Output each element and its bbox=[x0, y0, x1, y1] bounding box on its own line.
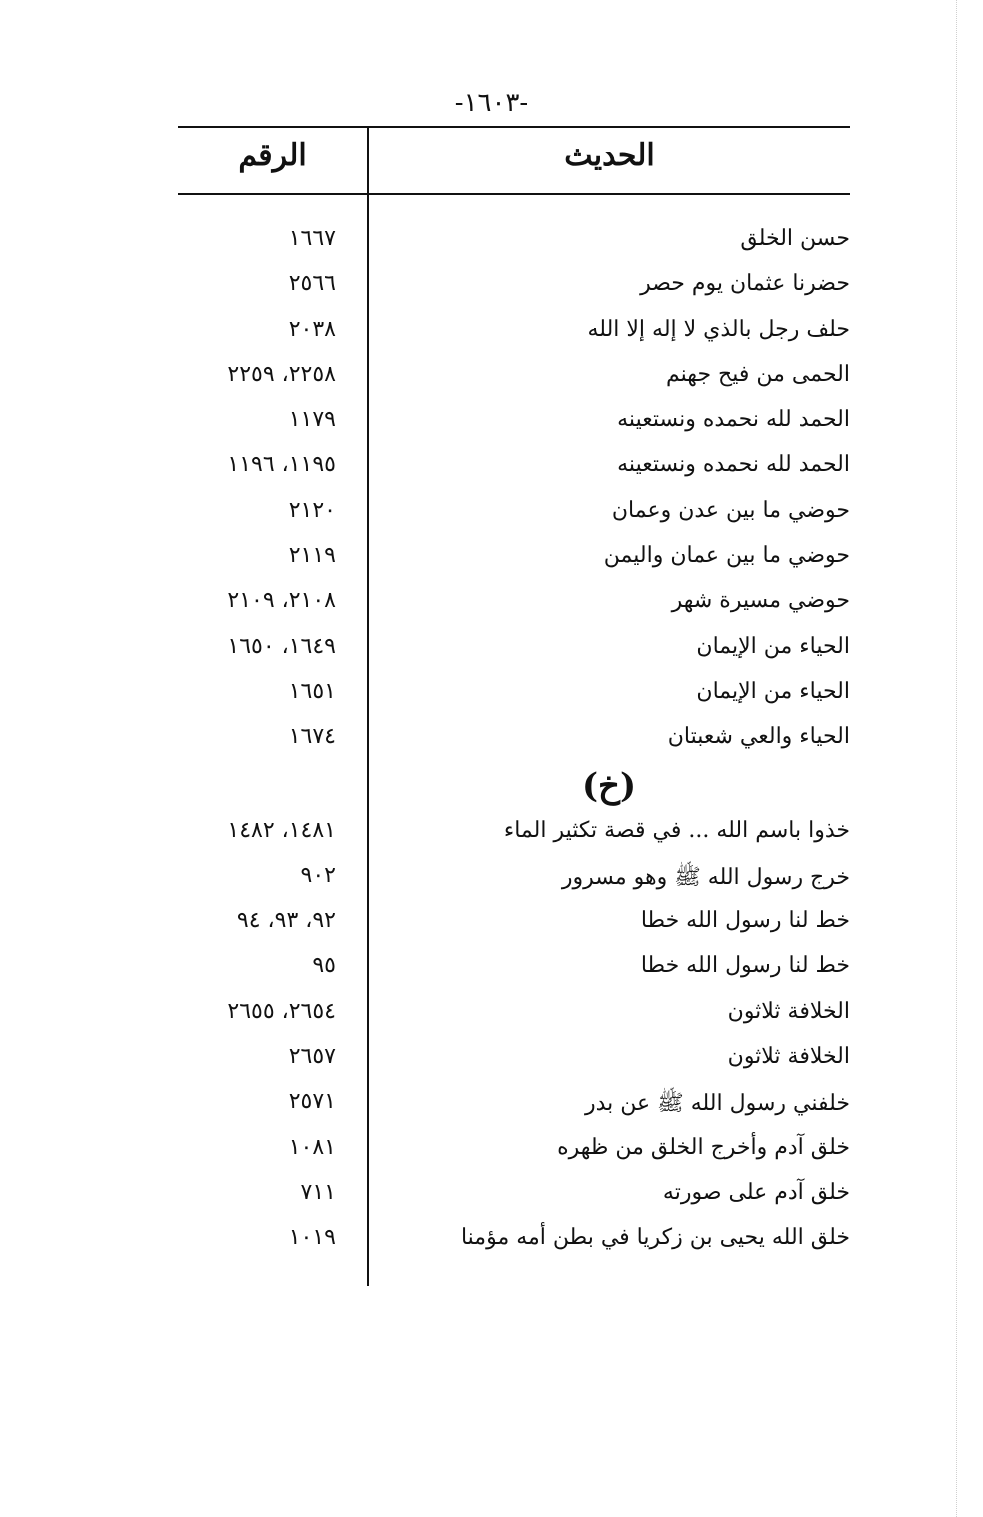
hadith-number-value: ٩٥ bbox=[312, 953, 336, 979]
hadith-number-value: ٢٠٣٨ bbox=[288, 316, 336, 342]
table-row bbox=[178, 995, 850, 1040]
table-row bbox=[178, 949, 850, 994]
hadith-text: خط لنا رسول الله خطا bbox=[640, 953, 850, 979]
table-row bbox=[178, 494, 850, 539]
page-edge-line bbox=[956, 0, 957, 1517]
hadith-text: خلفني رسول الله ﷺ عن بدر bbox=[585, 1091, 850, 1117]
hadith-number bbox=[178, 818, 350, 843]
table-row bbox=[178, 1085, 850, 1130]
table-row bbox=[178, 1176, 850, 1221]
hadith-number-value: ٢١١٩ bbox=[288, 543, 336, 569]
table-row bbox=[178, 904, 850, 949]
hadith-number-value: ٢٦٥٧ bbox=[288, 1044, 336, 1070]
hadith-text: الحياء من الإيمان bbox=[696, 633, 850, 659]
header-hadith: الحديث bbox=[564, 138, 655, 173]
hadith-number-value: ٩٠٢ bbox=[300, 862, 336, 888]
table-row bbox=[178, 358, 850, 403]
hadith-text: حوضي ما بين عمان واليمن bbox=[603, 543, 850, 569]
hadith-number-value: ٢١٠٨، ٢١٠٩ bbox=[227, 588, 336, 614]
table-row bbox=[178, 630, 850, 675]
hadith-number bbox=[178, 407, 350, 432]
hadith-text: خط لنا رسول الله خطا bbox=[640, 908, 850, 934]
hadith-number bbox=[178, 1089, 350, 1114]
table-row bbox=[178, 814, 850, 859]
table-row bbox=[178, 539, 850, 584]
table-row bbox=[178, 584, 850, 629]
table-row bbox=[178, 1131, 850, 1176]
hadith-text: حلف رجل بالذي لا إله إلا الله bbox=[587, 316, 850, 342]
table-row bbox=[178, 313, 850, 358]
hadith-number bbox=[178, 588, 350, 613]
hadith-text: حسن الخلق bbox=[740, 226, 850, 251]
hadith-number bbox=[178, 271, 350, 296]
hadith-number-value: ٢٢٥٨، ٢٢٥٩ bbox=[227, 361, 336, 387]
hadith-number bbox=[178, 953, 350, 978]
hadith-number-value: ٢١٢٠ bbox=[288, 497, 336, 523]
hadith-text: الحمى من فيح جهنم bbox=[666, 361, 850, 387]
hadith-number bbox=[178, 498, 350, 523]
rows-before bbox=[178, 222, 850, 1267]
hadith-number-value: ١٠٨١ bbox=[288, 1134, 336, 1160]
table-row bbox=[178, 675, 850, 720]
hadith-text: خلق آدم وأخرج الخلق من ظهره bbox=[557, 1134, 850, 1160]
hadith-number bbox=[178, 1180, 350, 1205]
header-rule bbox=[178, 193, 850, 195]
section-letter-heading: (خ) bbox=[581, 765, 637, 806]
header-number: الرقم bbox=[238, 138, 307, 173]
hadith-number-value: ١٦٤٩، ١٦٥٠ bbox=[227, 633, 336, 659]
table-row bbox=[178, 720, 850, 765]
hadith-text: خذوا باسم الله ... في قصة تكثير الماء bbox=[503, 817, 850, 843]
hadith-text: الحياء من الإيمان bbox=[696, 678, 850, 704]
hadith-text: حضرنا عثمان يوم حصر bbox=[640, 271, 850, 297]
hadith-number bbox=[178, 543, 350, 568]
hadith-text: خرج رسول الله ﷺ وهو مسرور bbox=[561, 864, 850, 890]
hadith-number bbox=[178, 1044, 350, 1069]
table-row bbox=[178, 267, 850, 312]
hadith-number bbox=[178, 679, 350, 704]
table-row bbox=[178, 403, 850, 448]
table-row bbox=[178, 448, 850, 493]
hadith-number-value: ٢٥٧١ bbox=[288, 1089, 336, 1115]
table-row bbox=[178, 859, 850, 904]
hadith-text: خلق الله يحيى بن زكريا في بطن أمه مؤمنا bbox=[460, 1225, 850, 1251]
hadith-number-value: ٢٦٥٤، ٢٦٥٥ bbox=[227, 998, 336, 1024]
table-row bbox=[178, 1040, 850, 1085]
hadith-number-value: ١٦٥١ bbox=[288, 678, 336, 704]
hadith-number-value: ١١٧٩ bbox=[288, 407, 336, 433]
hadith-number bbox=[178, 908, 350, 933]
hadith-number bbox=[178, 999, 350, 1024]
hadith-number bbox=[178, 634, 350, 659]
hadith-number bbox=[178, 317, 350, 342]
section-letter-row bbox=[178, 766, 850, 814]
hadith-number bbox=[178, 362, 350, 387]
table-row bbox=[178, 222, 850, 267]
hadith-number-value: ٢٥٦٦ bbox=[288, 271, 336, 297]
hadith-text: حوضي مسيرة شهر bbox=[671, 588, 850, 614]
hadith-number bbox=[178, 863, 350, 888]
hadith-number-value: ١٠١٩ bbox=[288, 1225, 336, 1251]
hadith-number bbox=[178, 1225, 350, 1250]
table-top-rule bbox=[178, 126, 850, 128]
hadith-text: الخلافة ثلاثون bbox=[727, 998, 850, 1024]
hadith-number-value: ٧١١ bbox=[300, 1179, 336, 1205]
hadith-number-value: ١١٩٥، ١١٩٦ bbox=[227, 452, 336, 478]
page-number: -١٦٠٣- bbox=[454, 88, 529, 118]
hadith-number bbox=[178, 226, 350, 251]
hadith-text: خلق آدم على صورته bbox=[662, 1179, 850, 1205]
hadith-number bbox=[178, 1135, 350, 1160]
hadith-text: الحمد لله نحمده ونستعينه bbox=[617, 452, 850, 478]
hadith-number-value: ١٦٦٧ bbox=[288, 226, 336, 251]
hadith-number-value: ٩٢، ٩٣، ٩٤ bbox=[236, 908, 336, 934]
hadith-number-value: ١٤٨١، ١٤٨٢ bbox=[227, 817, 336, 843]
hadith-number-value: ١٦٧٤ bbox=[288, 724, 336, 750]
hadith-text: حوضي ما بين عدن وعمان bbox=[611, 497, 850, 523]
hadith-text: الحياء والعي شعبتان bbox=[667, 724, 850, 750]
hadith-number bbox=[178, 452, 350, 477]
hadith-text: الخلافة ثلاثون bbox=[727, 1044, 850, 1070]
hadith-text: الحمد لله نحمده ونستعينه bbox=[617, 407, 850, 433]
hadith-number bbox=[178, 724, 350, 749]
table-row bbox=[178, 1221, 850, 1266]
